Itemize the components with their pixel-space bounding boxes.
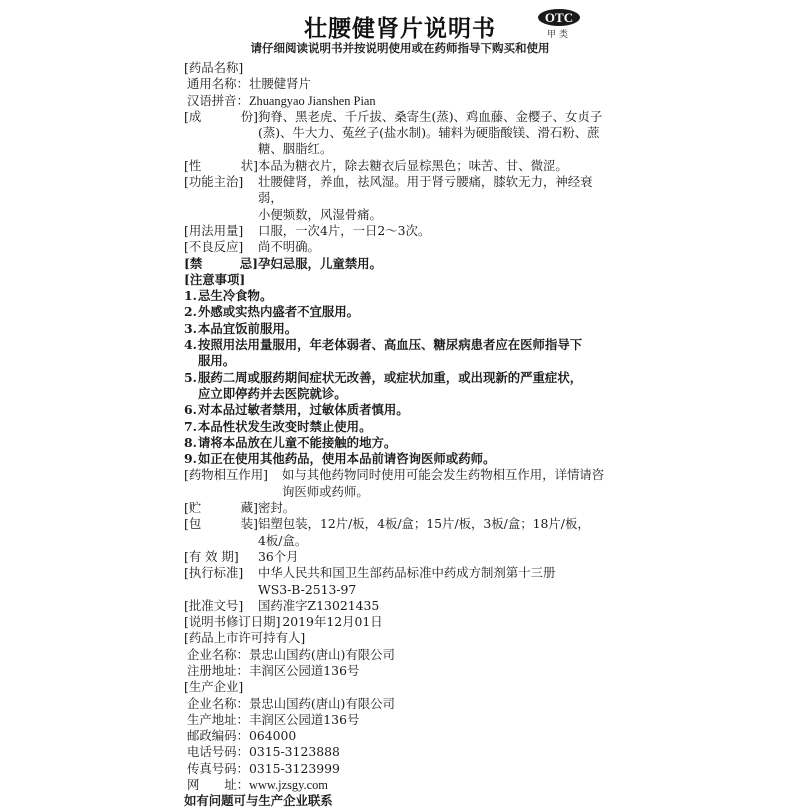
indications-row [184, 174, 614, 223]
mfr-company: 景忠山国药(唐山)有限公司 [248, 695, 395, 711]
postal-code: 064000 [248, 728, 297, 744]
precautions-list [184, 288, 614, 467]
leaflet-body [184, 60, 614, 810]
appearance-text: 本品为糖衣片，除去糖衣后显棕黑色；味苦、甘、微涩。 [258, 157, 568, 173]
packaging-text: 铝塑包装，12片/板，4板/盒；15片/板，3板/盒；18片/板， 4板/盒。 [258, 516, 590, 548]
appearance-row [184, 158, 614, 174]
field-label: 汉语拼音： [187, 92, 249, 108]
list-item-continuation: 应立即停药并去医院就诊。 [198, 385, 347, 401]
field-label: 企业名称： [187, 695, 249, 711]
field-label: [说明书修订日期] [184, 614, 281, 630]
section-drug-name [184, 60, 614, 76]
field-label: [贮 藏] [184, 500, 258, 516]
validity-row [184, 549, 614, 565]
generic-name: 壮腰健肾片 [248, 76, 311, 92]
interactions-text: 如与其他药物同时使用可能会发生药物相互作用，详情请咨 询医师或药师。 [282, 467, 605, 499]
field-label: 生产地址： [187, 711, 249, 727]
indications-text: 壮腰健肾，养血，祛风湿。用于肾亏腰痛，膝软无力，神经衰弱， 小便频数，风湿骨痛。 [258, 174, 593, 222]
field-label: 电话号码： [187, 744, 249, 760]
field-label: [批准文号] [184, 597, 244, 613]
approval-row [184, 598, 614, 614]
otc-badge [537, 9, 581, 40]
contraindications-text: 孕妇忌服，儿童禁用。 [258, 255, 382, 271]
ingredients-row [184, 109, 614, 158]
list-item: 3.本品宜饭前服用。 [184, 320, 298, 336]
website-link[interactable]: www.jzsgy.com [249, 778, 328, 793]
generic-name-row [184, 76, 614, 92]
phone-row [184, 744, 614, 760]
section-heading: [药品名称] [184, 60, 244, 75]
section-heading: [注意事项] [184, 271, 246, 287]
contact-note [184, 793, 614, 809]
fax-number: 0315-3123999 [248, 760, 340, 776]
mfr-company-row [184, 696, 614, 712]
field-label: [成 份] [184, 108, 258, 124]
document-title: 壮腰健肾片说明书 [304, 15, 496, 42]
section-heading: [药品上市许可持有人] [184, 630, 306, 646]
pinyin-row [184, 93, 614, 109]
list-item: 6.对本品过敏者禁用，过敏体质者慎用。 [184, 402, 409, 418]
field-label: [执行标准] [184, 565, 244, 581]
mah-address: 丰润区公园道136号 [248, 662, 360, 678]
pinyin-name: Zhuangyao Jianshen Pian [248, 93, 376, 108]
field-label: 企业名称： [187, 646, 249, 662]
field-label: [禁 忌] [184, 255, 258, 271]
revision-row [184, 614, 614, 630]
mah-address-row [184, 663, 614, 679]
list-item: 8.请将本品放在儿童不能接触的地方。 [184, 434, 397, 450]
list-item: 5.服药二周或服药期间症状无改善，或症状加重，或出现新的严重症状， [184, 369, 583, 385]
website-row [184, 777, 614, 793]
storage-text: 密封。 [258, 500, 296, 516]
interactions-row [184, 467, 614, 500]
packaging-row [184, 516, 614, 549]
field-label: [功能主治] [184, 174, 244, 190]
field-label: 注册地址： [187, 662, 249, 678]
reading-instruction: 请仔细阅读说明书并按说明使用或在药师指导下购买和使用 [250, 41, 550, 55]
postal-code-row [184, 728, 614, 744]
storage-row [184, 500, 614, 516]
ingredients-text: 狗脊、黑老虎、千斤拔、桑寄生(蒸)、鸡血藤、金樱子、女贞子 (蒸)、牛大力、菟丝子(盐水制)。辅料为硬脂酸镁、滑石粉、蔗 糖、胭脂红。 [258, 108, 603, 157]
field-label: [不良反应] [184, 239, 244, 255]
otc-class-label: 甲类 [546, 30, 571, 40]
dosage-row [184, 223, 614, 239]
field-label: 网 址： [187, 777, 249, 793]
mah-company-row [184, 647, 614, 663]
list-item: 9.如正在使用其他药品，使用本品前请咨询医师或药师。 [184, 451, 496, 467]
section-heading: [生产企业] [184, 679, 244, 695]
list-item: 2.外感或实热内盛者不宜服用。 [184, 304, 360, 320]
adverse-row [184, 239, 614, 255]
adverse-text: 尚不明确。 [258, 239, 320, 255]
standard-row [184, 565, 614, 598]
mah-company: 景忠山国药(唐山)有限公司 [248, 646, 395, 662]
field-label: 传真号码： [187, 760, 249, 776]
dosage-text: 口服，一次4片，一日2～3次。 [258, 222, 431, 238]
mfr-address-row [184, 712, 614, 728]
field-label: 通用名称： [187, 76, 249, 92]
list-item-continuation: 服用。 [198, 353, 236, 369]
field-label: [药物相互作用] [184, 467, 269, 483]
otc-oval-icon: OTC [538, 9, 580, 26]
field-label: [有 效 期] [184, 548, 239, 564]
mfr-address: 丰润区公园道136号 [248, 711, 360, 727]
section-manufacturer [184, 679, 614, 695]
field-label: [性 状] [184, 157, 258, 173]
field-label: [包 装] [184, 516, 258, 532]
list-item: 7.本品性状发生改变时禁止使用。 [184, 418, 372, 434]
section-mah [184, 630, 614, 646]
contraindications-row [184, 256, 614, 272]
field-label: 邮政编码： [187, 728, 249, 744]
fax-row [184, 761, 614, 777]
revision-date: 2019年12月01日 [282, 614, 383, 630]
approval-number: 国药准字Z13021435 [258, 597, 380, 613]
validity-text: 36个月 [258, 548, 299, 564]
contact-note-text: 如有问题可与生产企业联系 [184, 793, 333, 809]
list-item: 4.按照用法用量服用，年老体弱者、高血压、糖尿病患者应在医师指导下 [184, 337, 583, 353]
standard-text: 中华人民共和国卫生部药品标准中药成方制剂第十三册 WS3-B-2513-97 [258, 565, 556, 597]
phone-number: 0315-3123888 [248, 744, 340, 760]
section-precautions [184, 272, 614, 288]
field-label: [用法用量] [184, 222, 244, 238]
list-item: 1.忌生冷食物。 [184, 288, 273, 304]
